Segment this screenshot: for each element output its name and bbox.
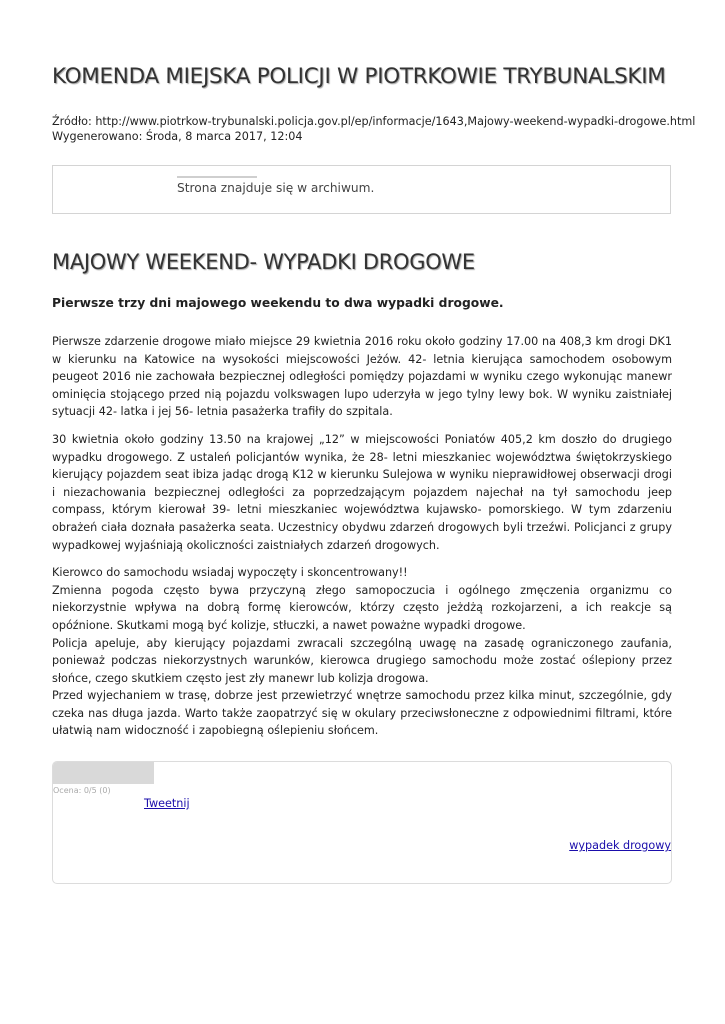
document-meta — [52, 114, 696, 144]
article-body — [52, 333, 672, 740]
tweet-link[interactable]: Tweetnij — [144, 797, 190, 810]
archive-notice: Strona znajduje się w archiwum. — [177, 181, 375, 195]
tag-link-wypadek-drogowy[interactable]: wypadek drogowy — [569, 839, 671, 852]
rating-label: Ocena: 0/5 (0) — [53, 786, 111, 795]
archive-notice-box — [52, 165, 671, 214]
generated-date: Wygenerowano: Środa, 8 marca 2017, 12:04 — [52, 130, 303, 143]
paragraph-weather: Zmienna pogoda często bywa przyczyną złego samopoczucia i ogólnego zmęczenia organizmu co niekorzystnie wpływa na dobrą formę kierowców, którzy często jeżdżą rozkojarzeni, a ich reakcje są opóźnione. Skutkami mogą być kolizje, stłuczki, a nawet poważne wypadki drogowe. — [52, 583, 672, 632]
paragraph-second-accident: 30 kwietnia około godziny 13.50 na krajowej „12” w miejscowości Poniatów 405,2 km doszło do drugiego wypadku drogowego. Z ustaleń policjantów wynika, że 28- letni mieszkaniec województwa świętokrzyskiego kierujący pojazdem seat ibiza jadąc drogą K12 w kierunku Sulejowa w wyniku nieprawidłowej obserwacji drogi i niezachowania bezpiecznej odległości za poprzedzającym pojazdem najechał na tył samochodu jeep compass, którym kierował 39- letni mieszkaniec województwa kujawsko- pomorskiego. W tym zdarzeniu obrażeń ciała doznała pasażerka seata. Uczestnicy obydwu zdarzeń drogowych byli trzeźwi. Policjanci z grupy wypadkowej wyjaśniają okoliczności zaistniałych zdarzeń drogowych. — [52, 432, 672, 552]
archive-divider — [177, 176, 257, 178]
rating-stars[interactable] — [53, 762, 154, 784]
paragraph-appeal-heading: Kierowco do samochodu wsiadaj wypoczęty i skoncentrowany!! — [52, 566, 408, 580]
article-title: MAJOWY WEEKEND- WYPADKI DROGOWE — [52, 250, 475, 274]
article-footer-box — [52, 761, 672, 884]
paragraph-first-accident: Pierwsze zdarzenie drogowe miało miejsce 29 kwietnia 2016 roku około godziny 17.00 na 408,3 km drogi DK1 w kierunku na Katowice na wysokości miejscowości Jeżów. 42- letnia kierująca samochodem osobowym peugeot 2016 nie zachowała bezpiecznej odległości pomiędzy pojazdami w wyniku czego wykonując manewr ominięcia stojącego przed nią pojazdu volkswagen lupo uderzyła w jego tylny lewy bok. W wyniku zaistniałej sytuacji 42- latka i jej 56- letnia pasażerka trafiły do szpitala. — [52, 335, 672, 419]
site-title: KOMENDA MIEJSKA POLICJI W PIOTRKOWIE TRYBUNALSKIM — [52, 64, 666, 89]
paragraph-advice: Przed wyjechaniem w trasę, dobrze jest przewietrzyć wnętrze samochodu przez kilka minut, szczególnie, gdy czeka nas długa jazda. Warto także zaopatrzyć się w okulary przeciwsłoneczne z odpowiednimi filtrami, które ułatwią nam widoczność i zapobiegną oślepieniu słońcem. — [52, 689, 672, 738]
paragraph-police-appeal: Policja apeluje, aby kierujący pojazdami zwracali szczególną uwagę na zasadę ograniczonego zaufania, ponieważ podczas niekorzystnych warunków, kierowca drugiego samochodu może zostać oślepiony przez słońce, czego skutkiem często jest zły manewr lub kolizja drogowa. — [52, 636, 672, 685]
article-lead: Pierwsze trzy dni majowego weekendu to dwa wypadki drogowe. — [52, 296, 504, 310]
source-url: Źródło: http://www.piotrkow-trybunalski.policja.gov.pl/ep/informacje/1643,Majowy-weekend-wypadki-drogowe.html — [52, 115, 696, 128]
